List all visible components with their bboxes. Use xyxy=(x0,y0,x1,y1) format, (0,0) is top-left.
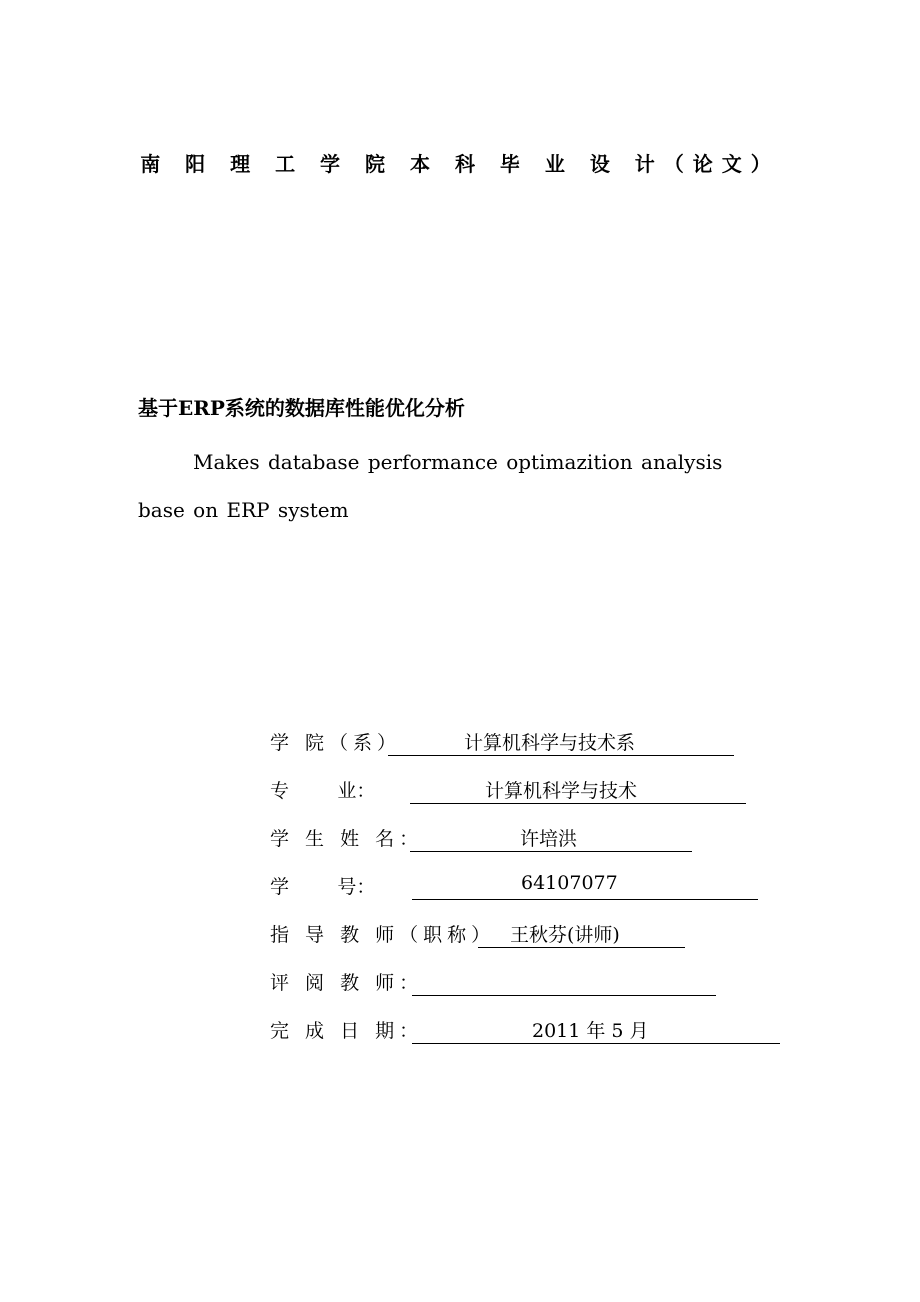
student-id-label-text: 学 号： xyxy=(270,876,376,898)
thesis-title-cn: 基于ERP系统的数据库性能优化分析 xyxy=(138,396,465,420)
completion-date-label: 完 成 日 期： xyxy=(270,1020,424,1042)
major-value: 计算机科学与技术 xyxy=(485,780,638,802)
major-label-text: 专 业： xyxy=(270,780,376,802)
college-value: 计算机科学与技术系 xyxy=(464,732,636,754)
thesis-title-en: Makes database performance optimazition analysis base on ERP system xyxy=(138,450,723,522)
completion-date-value: 2011 年 5 月 xyxy=(532,1020,649,1042)
document-header: 南 阳 理 工 学 院 本 科 毕 业 设 计（论文） xyxy=(140,152,780,176)
student-id-label xyxy=(270,872,375,899)
student-id-value: 64107077 xyxy=(521,872,618,894)
major-label xyxy=(270,776,375,803)
student-name-value: 许培洪 xyxy=(520,828,578,850)
reviewer-label: 评 阅 教 师： xyxy=(270,972,424,994)
college-label: 学 院（系） xyxy=(270,732,402,754)
reviewer-underline xyxy=(412,968,716,996)
advisor-value: 王秋芬(讲师) xyxy=(510,924,620,946)
advisor-label: 指 导 教 师（职称） xyxy=(270,924,496,946)
student-name-label: 学 生 姓 名： xyxy=(270,828,424,850)
